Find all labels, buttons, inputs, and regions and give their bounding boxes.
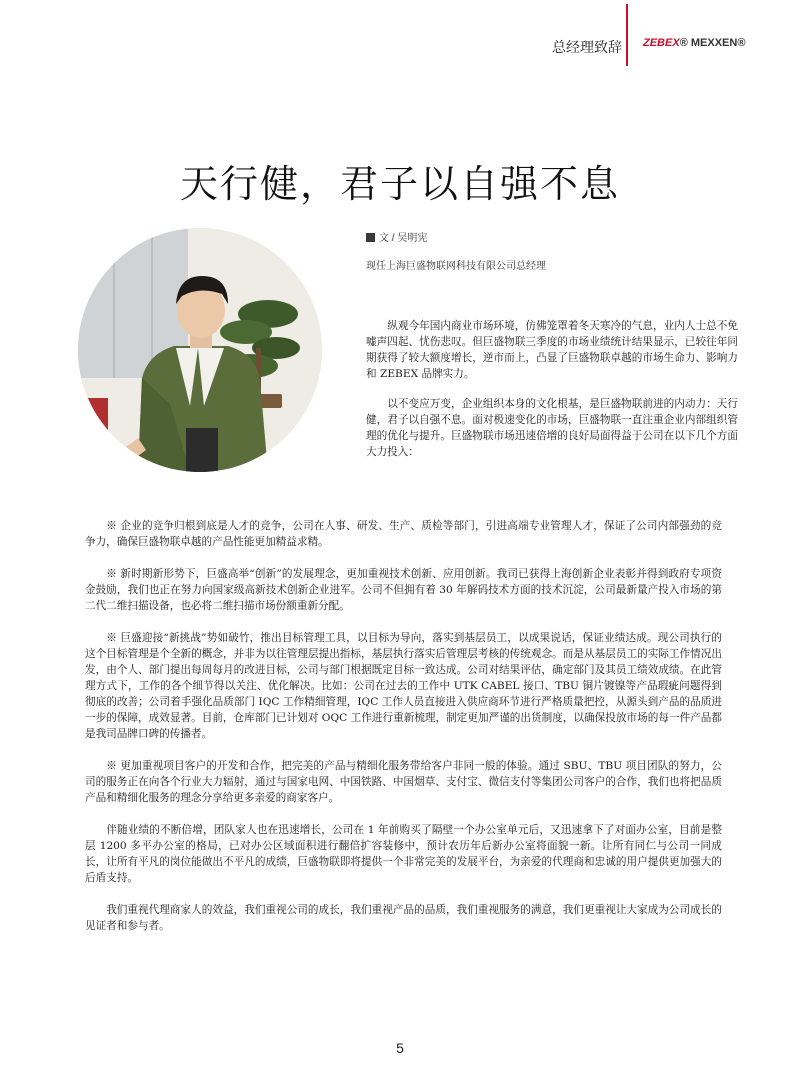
article-body [85, 518, 722, 950]
brand-separator: ® [679, 37, 691, 49]
author-byline [366, 229, 427, 244]
intro-paragraph: 以不变应万变，企业组织本身的文化根基，是巨盛物联前进的内动力：天行健，君子以自强不息。面对极速变化的市场，巨盛物联一直注重企业内部组织管理的优化与提升。巨盛物联市场迅速倍增的良好局面得益于公司在以下几个方面大力投入： [366, 398, 738, 458]
brand-logo [643, 37, 745, 49]
body-paragraph: ※ 巨盛迎接“新挑战”势如破竹，推出目标管理工具，以目标为导向，落实到基层员工，以成果说话，保证业绩达成。现公司执行的这个目标管理是个全新的概念，并非为以往管理层提出指标，基层执行落实后管理层考核的传统观念。而是从基层员工的实际工作情况出发，由个人、部门提出每周每月的改进目标，公司与部门根据既定目标一致达成。公司对结果评估，确定部门及其员工绩效成绩。在此管理方式下，工作的各个细节得以关注、优化解决。比如：公司在过去的工作中 UTK CABEL 接口、TBU 铜片镀镍等产品瑕疵问题得到彻底的改善；公司着手强化品质部门 IQC 工作精细管理，IQC 工作人员直接进入供应商环节进行严格质量把控，从源头到产品的品质进一步的保障，成效显著。目前，仓库部门已计划对 OQC 工作进行重新梳理，制定更加严谨的出货制度，以确保投放市场的每一件产品都是我司品牌口碑的传播者。 [85, 632, 722, 740]
body-paragraph: ※ 企业的竞争归根到底是人才的竞争，公司在人事、研发、生产、质检等部门，引进高端专业管理人才，保证了公司内部强劲的竞争力，确保巨盛物联卓越的产品性能更加精益求精。 [85, 520, 722, 548]
body-paragraph: 伴随业绩的不断倍增，团队家人也在迅速增长，公司在 1 年前购买了隔壁一个办公室单元后，又迅速拿下了对面办公室，目前是整层 1200 多平办公室的格局，已对办公区域面积进行翻倍扩容装修中，预计农历年后新办公室将面貌一新。让所有同仁与公司一同成长，让所有平凡的岗位能做出不平凡的成绩，巨盛物联即将提供一个非常完美的发展平台，为亲爱的代理商和忠诚的用户提供更加强大的后盾支持。 [85, 824, 722, 884]
author-portrait [78, 228, 322, 472]
brand-zebex: ZEBEX [643, 37, 680, 49]
intro-column [366, 318, 738, 474]
author-name: 文 / 吴明宪 [379, 233, 428, 244]
body-paragraph: 我们重视代理商家人的效益，我们重视公司的成长，我们重视产品的品质，我们重视服务的满意，我们更重视让大家成为公司成长的见证者和参与者。 [85, 904, 722, 932]
square-bullet-icon [366, 233, 375, 242]
portrait-illustration [78, 228, 322, 472]
body-paragraph: ※ 新时期新形势下，巨盛高举“创新”的发展理念，更加重视技术创新、应用创新。我司已获得上海创新企业表彰并得到政府专项资金鼓励，我们也正在努力向国家级高新技术创新企业进军。公司不但拥有着 30 年解码技术方面的技术沉淀，公司最新量产投入市场的第二代二维扫描设备，也必将二维扫描市场份额重新分配。 [85, 568, 722, 612]
section-label: 总经理致辞 [552, 39, 622, 55]
article-title: 天行健，君子以自强不息 [179, 162, 620, 207]
intro-paragraph: 纵观今年国内商业市场环境，仿佛笼罩着冬天寒冷的气息，业内人士总不免嘘声四起、忧伤悲叹。但巨盛物联三季度的市场业绩统计结果显示，已较往年同期获得了较大额度增长，逆市而上，凸显了巨盛物联卓越的市场生命力、影响力和 ZEBEX 品牌实力。 [366, 320, 738, 380]
page-number: 5 [396, 1040, 404, 1056]
author-position: 现任上海巨盛物联网科技有限公司总经理 [366, 261, 546, 272]
header-divider [626, 4, 628, 66]
brand-mexxen: MEXXEN® [690, 37, 746, 49]
body-paragraph: ※ 更加重视项目客户的开发和合作，把完美的产品与精细化服务带给客户非同一般的体验。通过 SBU、TBU 项目团队的努力，公司的服务正在向各个行业大力辐射，通过与国家电网、中国铁路、中国烟草、支付宝、微信支付等集团公司客户的合作，我们也将把品质产品和精细化服务的理念分享给更多亲爱的商家客户。 [85, 760, 722, 804]
